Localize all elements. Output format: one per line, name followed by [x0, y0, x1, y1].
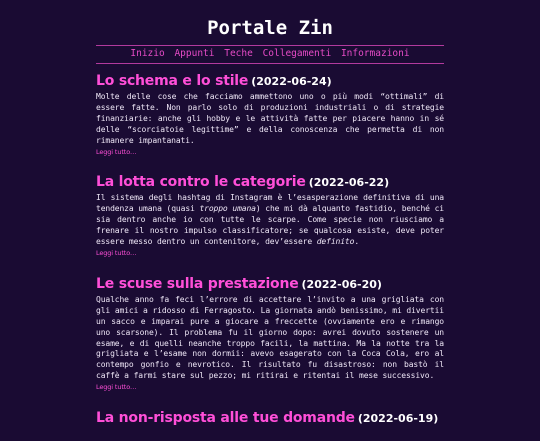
nav-link-appunti[interactable]: Appunti [174, 48, 215, 59]
read-more-link[interactable]: Leggi tutto… [96, 383, 137, 392]
post-date: (2022-06-20) [301, 277, 382, 291]
post-header [96, 171, 444, 191]
post-header [96, 70, 444, 90]
post-excerpt [96, 295, 444, 393]
read-more-link[interactable]: Leggi tutto… [96, 248, 137, 257]
read-more-link[interactable]: Leggi tutto… [96, 147, 137, 156]
post-excerpt-text: ) che mi dà alquanto fastidio, benché ci sia dentro anche io con tutte le scarpe. Come specie non riusciamo a frenare il nostro impulso classificatore; se qualcosa esiste, deve poter essere messo dentro un contenitore, dev’essere [96, 204, 445, 247]
post-excerpt-text: Molte delle cose che facciamo ammettono uno o più modi “ottimali” di essere fatte. Non parlo solo di produzioni industriali o di strategie finanziarie: anche gli hobby e le attività fatte per piacere hanno in sé delle “scorciatoie legittime” e della conoscenza che permetta di non rimanere impantanati. [96, 92, 444, 145]
post [96, 70, 444, 157]
post-date: (2022-06-22) [308, 176, 390, 190]
nav-link-teche[interactable]: Teche [224, 48, 253, 59]
site-title: Portale Zin [207, 17, 333, 39]
post-excerpt [96, 193, 444, 258]
post-header [96, 273, 444, 293]
post-title-link[interactable]: La non-risposta alle tue domande [96, 410, 355, 427]
post-excerpt-text: Il sistema degli hashtag di Instagram è l’esasperazione definitiva di una tendenza umana (quasi [96, 193, 444, 214]
post-excerpt-text: . [354, 237, 360, 247]
nav-link-inizio[interactable]: Inizio [130, 48, 165, 59]
post-title-link[interactable]: Le scuse sulla prestazione [96, 275, 299, 292]
post [96, 171, 444, 258]
post-excerpt-emphasis: definito [316, 237, 355, 247]
post-date: (2022-06-24) [251, 75, 332, 88]
post-title-link[interactable]: La lotta contro le categorie [96, 174, 306, 191]
post-excerpt-text: Qualche anno fa feci l’errore di accettare l’invito a una grigliata con gli amici a ridosso di Ferragosto. La giornata andò benissimo, mi divertii un sacco e imparai pure a giocare a freccette (ovviamente ero e rimango uno scarsone). Il problema fu il giorno dopo: avrei dovuto sostenere un esame, e di quelli neanche troppo facili, la mattina. Ma la notte tra la grigliata e l’esame non dormii: avevo esagerato con la Coca Cola, ero al contempo gonfio e nevrotico. Il risultato fu disastroso: non bastò il caffè a farmi stare sul pezzo; mi ritirai e ritentai il mese successivo. [96, 294, 444, 381]
main-nav [96, 45, 444, 64]
nav-link-informazioni[interactable]: Informazioni [340, 48, 410, 59]
nav-link-collegamenti[interactable]: Collegamenti [262, 48, 332, 59]
post [96, 273, 444, 393]
post-header [96, 407, 444, 427]
post-title-link[interactable]: Lo schema e lo stile [96, 73, 249, 89]
post-excerpt-emphasis: troppo umana [199, 204, 256, 214]
post [96, 407, 444, 427]
post-excerpt [96, 92, 444, 157]
post-date: (2022-06-19) [357, 412, 439, 426]
post-list [96, 70, 444, 441]
